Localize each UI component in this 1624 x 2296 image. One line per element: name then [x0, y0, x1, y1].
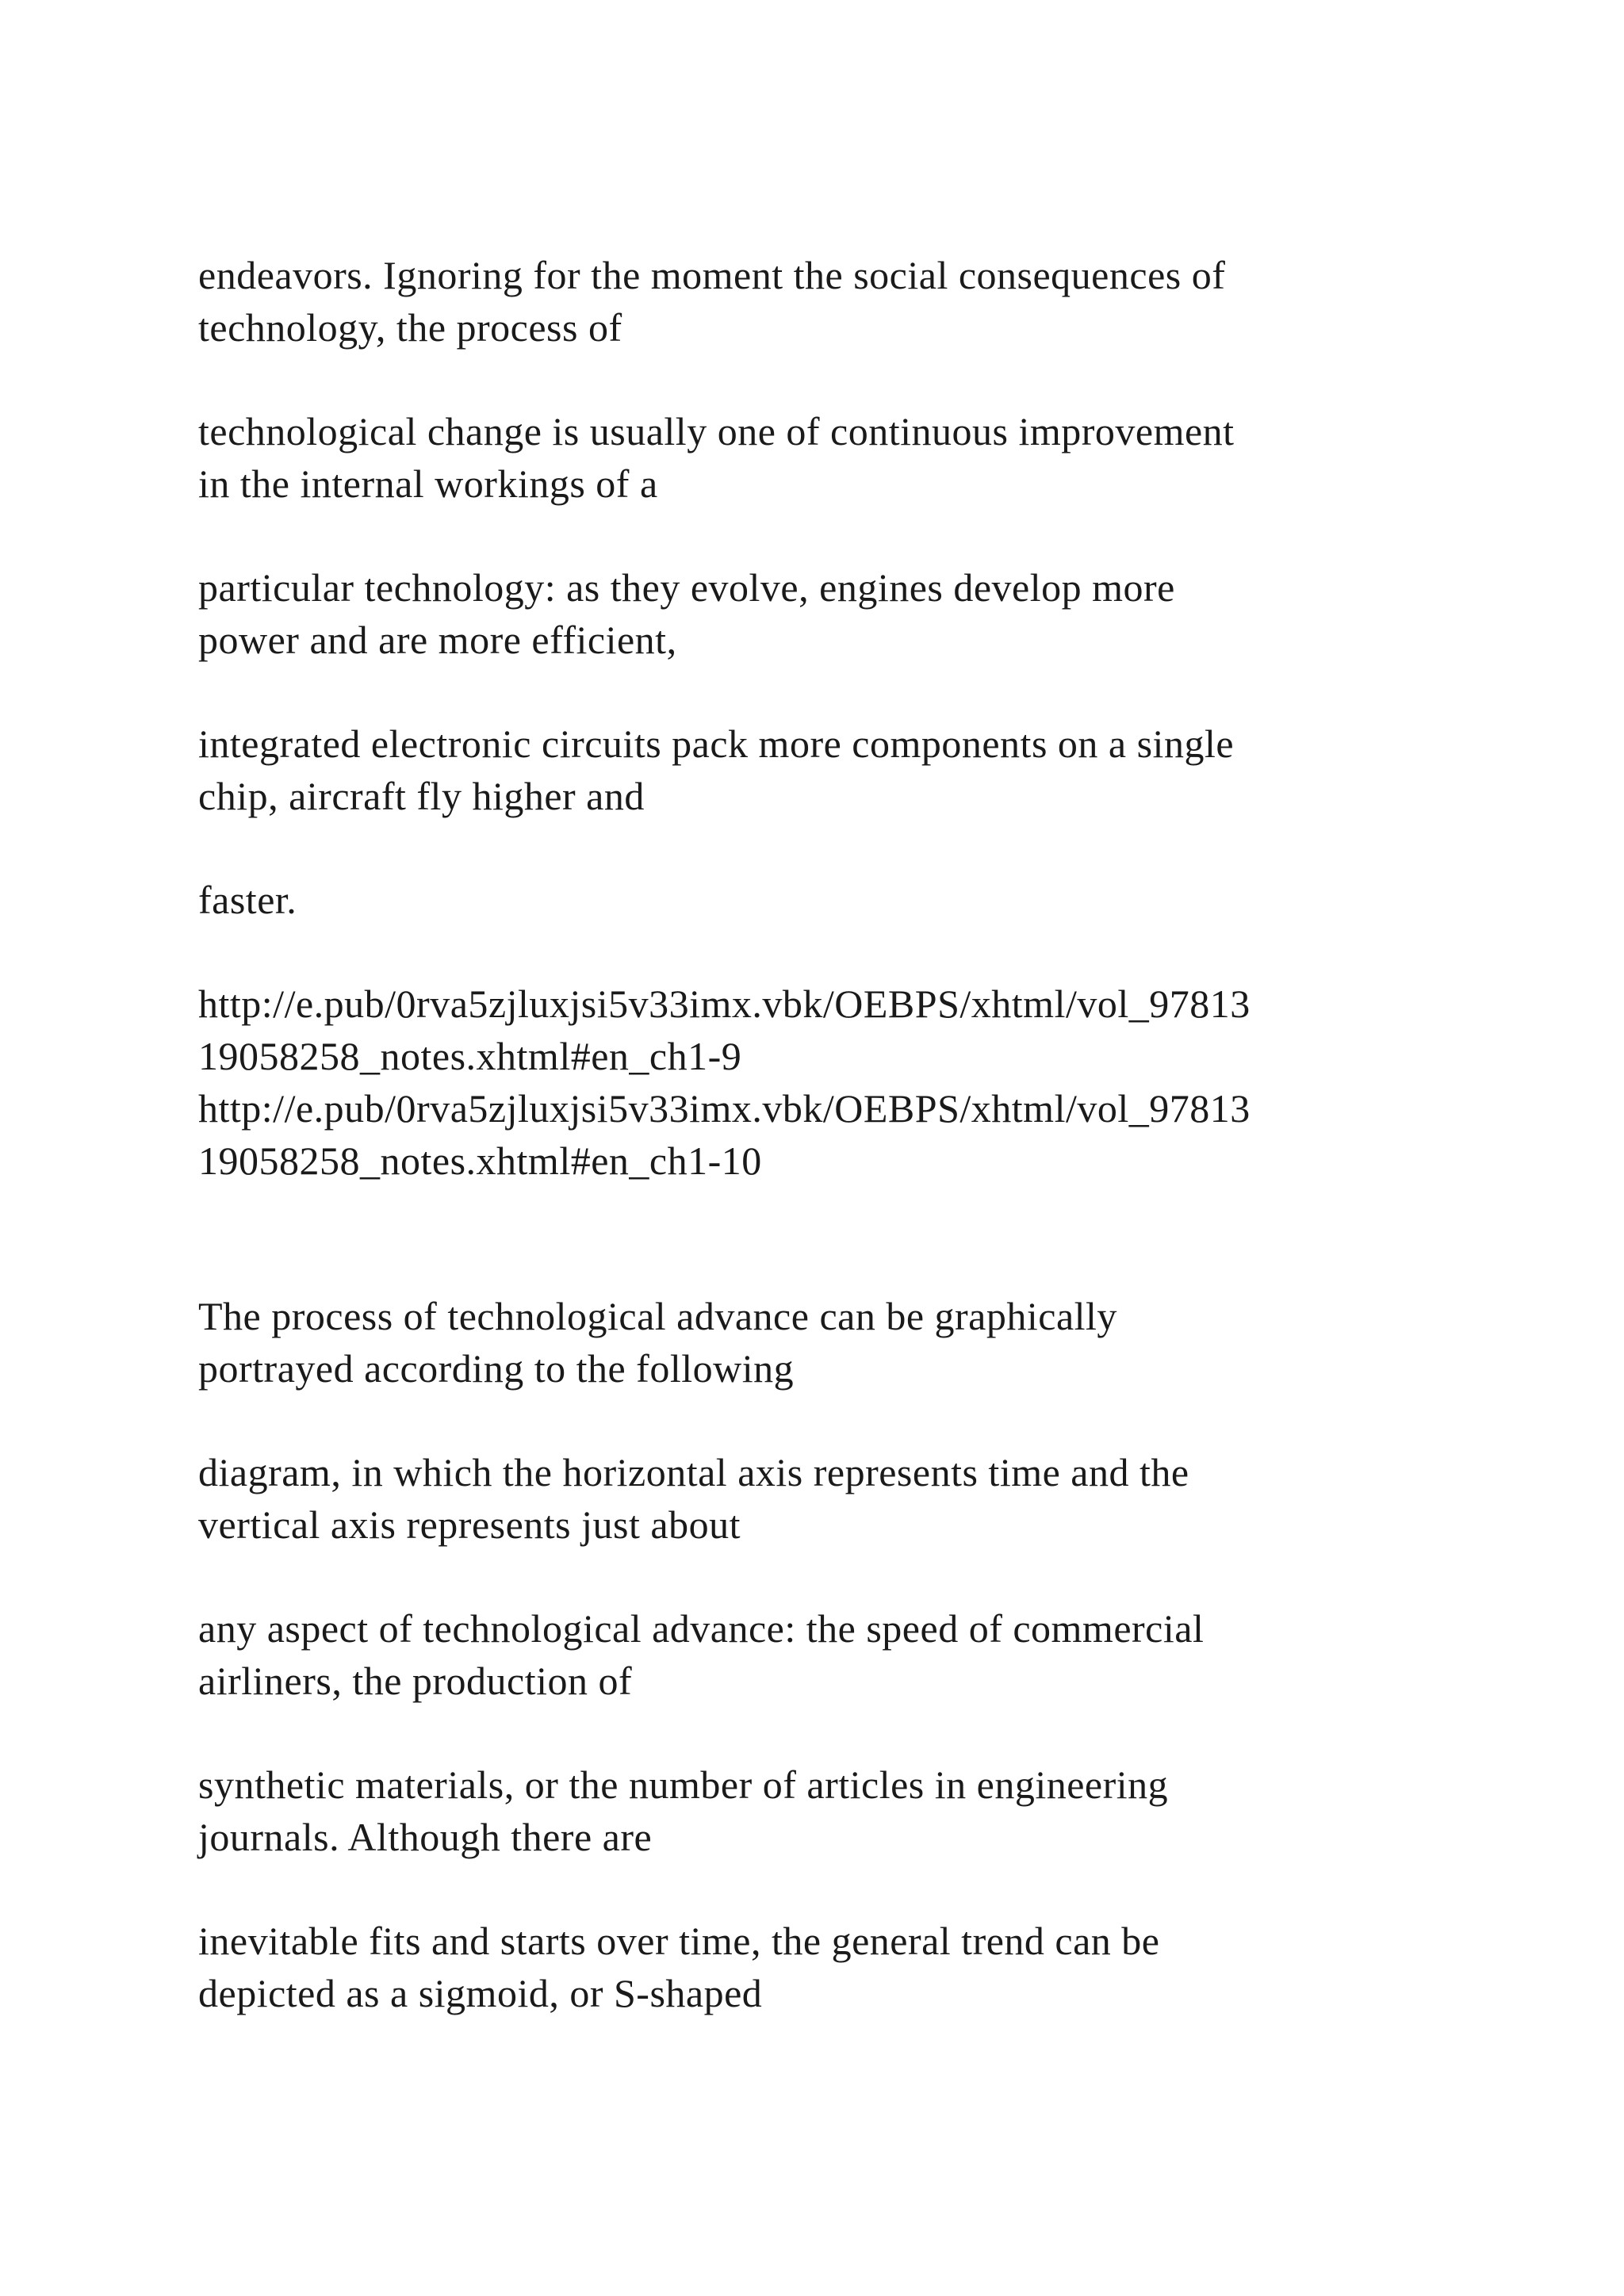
reference-links [198, 978, 1507, 1187]
paragraph-line: technology, the process of [198, 305, 622, 350]
paragraph-line: technological change is usually one of continuous improvement [198, 409, 1235, 453]
paragraph-3 [198, 561, 1507, 666]
paragraph-7 [198, 1446, 1507, 1551]
paragraph-8 [198, 1602, 1507, 1707]
paragraph-5 [198, 874, 1507, 926]
reference-link-line[interactable]: http://e.pub/0rva5zjluxjsi5v33imx.vbk/OEBPS/xhtml/vol_97813 [198, 1086, 1251, 1131]
paragraph-line: integrated electronic circuits pack more components on a single [198, 721, 1235, 766]
paragraph-10 [198, 1915, 1507, 2019]
paragraph-line: synthetic materials, or the number of articles in engineering [198, 1762, 1169, 1807]
paragraph-1 [198, 249, 1507, 354]
paragraph-line: any aspect of technological advance: the speed of commercial [198, 1606, 1205, 1651]
paragraph-2 [198, 405, 1507, 510]
paragraph-9 [198, 1758, 1507, 1863]
paragraph-line: chip, aircraft fly higher and [198, 774, 645, 818]
paragraph-line: faster. [198, 878, 297, 922]
paragraph-line: power and are more efficient, [198, 618, 677, 662]
paragraph-line: depicted as a sigmoid, or S-shaped [198, 1971, 763, 2015]
paragraph-line: airliners, the production of [198, 1659, 633, 1703]
paragraph-line: diagram, in which the horizontal axis represents time and the [198, 1450, 1189, 1494]
paragraph-6 [198, 1290, 1507, 1395]
paragraph-line: journals. Although there are [198, 1815, 653, 1859]
paragraph-line: vertical axis represents just about [198, 1502, 741, 1547]
paragraph-4 [198, 718, 1507, 822]
paragraph-line: inevitable fits and starts over time, the general trend can be [198, 1919, 1160, 1963]
paragraph-line: portrayed according to the following [198, 1346, 795, 1391]
paragraph-line: endeavors. Ignoring for the moment the social consequences of [198, 253, 1226, 297]
reference-link-line[interactable]: 19058258_notes.xhtml#en_ch1-10 [198, 1138, 762, 1183]
paragraph-line: in the internal workings of a [198, 461, 658, 506]
paragraph-line: The process of technological advance can be graphically [198, 1294, 1117, 1338]
reference-link-line[interactable]: http://e.pub/0rva5zjluxjsi5v33imx.vbk/OEBPS/xhtml/vol_97813 [198, 982, 1251, 1026]
paragraph-line: particular technology: as they evolve, engines develop more [198, 565, 1175, 610]
reference-link-line[interactable]: 19058258_notes.xhtml#en_ch1-9 [198, 1034, 742, 1078]
